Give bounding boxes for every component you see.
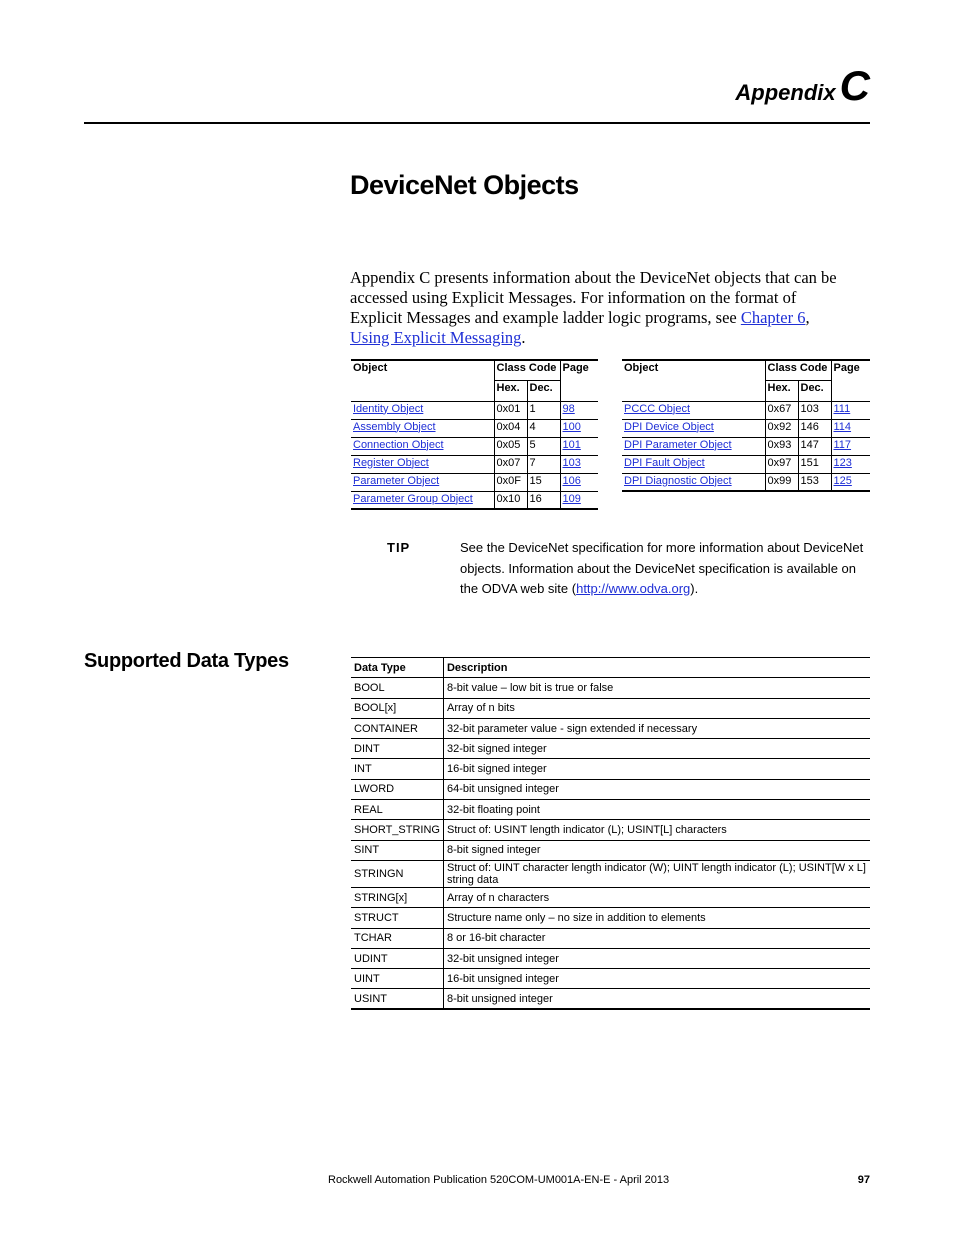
data-type-cell: DINT: [351, 739, 443, 759]
object-row: [351, 401, 598, 419]
intro-separator: ,: [805, 308, 810, 327]
col-hex-header: Hex.: [494, 381, 527, 402]
object-page-link-cell: [560, 473, 598, 491]
object-page-link-cell: [831, 437, 870, 455]
data-type-row: [351, 860, 870, 887]
description-cell: 8 or 16-bit character: [443, 928, 870, 948]
data-type-row: [351, 800, 870, 820]
data-type-cell: LWORD: [351, 779, 443, 799]
object-link-cell: [622, 419, 765, 437]
data-type-row: [351, 739, 870, 759]
object-hex-cell: 0x93: [765, 437, 798, 455]
object-page-link[interactable]: 125: [833, 474, 852, 487]
object-row: [351, 419, 598, 437]
data-type-cell: USINT: [351, 989, 443, 1009]
object-link-cell: [351, 401, 494, 419]
intro-paragraph: [350, 268, 850, 348]
col-object-header: Object: [351, 360, 494, 401]
intro-text: Appendix C presents information about the DeviceNet objects that can be accessed using Explicit Messages. For information on the format of Explicit Messages and example ladder logic programs, see: [350, 268, 837, 327]
object-dec-cell: 147: [798, 437, 831, 455]
col-dec-header: Dec.: [798, 381, 831, 402]
data-type-row: [351, 887, 870, 907]
description-cell: 8-bit signed integer: [443, 840, 870, 860]
object-row: [622, 455, 870, 473]
object-page-link[interactable]: 114: [833, 420, 852, 433]
object-page-link-cell: [560, 437, 598, 455]
intro-end: .: [521, 328, 526, 347]
data-type-cell: INT: [351, 759, 443, 779]
object-hex-cell: 0x05: [494, 437, 527, 455]
col-data-type-header: Data Type: [351, 658, 443, 678]
description-cell: Struct of: UINT character length indicator (W); UINT length indicator (L); USINT[W x L] string data: [443, 860, 870, 887]
col-dec-header: Dec.: [527, 381, 560, 402]
object-link-cell: [622, 455, 765, 473]
data-type-cell: CONTAINER: [351, 718, 443, 738]
object-row: [351, 455, 598, 473]
data-type-cell: STRINGN: [351, 860, 443, 887]
object-page-link[interactable]: 106: [562, 474, 581, 487]
object-link[interactable]: Connection Object: [353, 438, 444, 451]
object-row: [622, 437, 870, 455]
data-type-cell: SINT: [351, 840, 443, 860]
object-hex-cell: 0x04: [494, 419, 527, 437]
tip-label: TIP: [387, 540, 411, 555]
object-link-cell: [351, 419, 494, 437]
col-class-code-header: Class Code: [765, 360, 831, 381]
object-link-cell: [351, 491, 494, 509]
appendix-word: Appendix: [735, 80, 836, 105]
description-cell: Structure name only – no size in addition to elements: [443, 908, 870, 928]
object-hex-cell: 0x99: [765, 473, 798, 491]
data-type-row: [351, 718, 870, 738]
object-link-cell: [622, 437, 765, 455]
data-types-table: [351, 657, 870, 1010]
object-page-link-cell: [560, 401, 598, 419]
data-type-row: [351, 908, 870, 928]
object-dec-cell: 4: [527, 419, 560, 437]
data-type-row: [351, 820, 870, 840]
data-type-row: [351, 678, 870, 698]
object-page-link-cell: [831, 419, 870, 437]
data-type-row: [351, 840, 870, 860]
using-explicit-messaging-link[interactable]: Using Explicit Messaging: [350, 328, 522, 347]
object-page-link[interactable]: 117: [833, 438, 852, 451]
data-type-cell: BOOL: [351, 678, 443, 698]
data-type-row: [351, 759, 870, 779]
footer-publication: Rockwell Automation Publication 520COM-UM001A-EN-E - April 2013: [328, 1174, 670, 1186]
object-link[interactable]: Parameter Group Object: [353, 492, 473, 505]
data-type-cell: REAL: [351, 800, 443, 820]
description-cell: 32-bit unsigned integer: [443, 948, 870, 968]
data-type-cell: STRING[x]: [351, 887, 443, 907]
data-type-cell: TCHAR: [351, 928, 443, 948]
object-row: [622, 401, 870, 419]
col-class-code-header: Class Code: [494, 360, 560, 381]
object-link[interactable]: Register Object: [353, 456, 429, 469]
object-hex-cell: 0x01: [494, 401, 527, 419]
data-type-cell: BOOL[x]: [351, 698, 443, 718]
object-row: [351, 437, 598, 455]
tip-body: See the DeviceNet specification for more information about DeviceNet objects. Information about the DeviceNet specification is available on the ODVA web site (: [460, 540, 864, 596]
object-row: [351, 491, 598, 509]
description-cell: Array of n characters: [443, 887, 870, 907]
data-type-row: [351, 948, 870, 968]
object-dec-cell: 15: [527, 473, 560, 491]
data-type-row: [351, 989, 870, 1009]
object-dec-cell: 153: [798, 473, 831, 491]
col-page-header: Page: [560, 360, 598, 401]
object-hex-cell: 0x07: [494, 455, 527, 473]
section-title-supported-data-types: Supported Data Types: [84, 650, 289, 672]
header-rule: [84, 122, 870, 124]
object-page-link-cell: [831, 401, 870, 419]
object-page-link-cell: [831, 473, 870, 491]
description-cell: 32-bit signed integer: [443, 739, 870, 759]
object-link-cell: [622, 401, 765, 419]
description-cell: Array of n bits: [443, 698, 870, 718]
chapter-6-link[interactable]: Chapter 6: [740, 308, 806, 327]
data-type-cell: SHORT_STRING: [351, 820, 443, 840]
footer-page-number: 97: [857, 1174, 870, 1186]
object-row: [622, 473, 870, 491]
data-type-row: [351, 698, 870, 718]
data-type-cell: UINT: [351, 969, 443, 989]
data-type-cell: UDINT: [351, 948, 443, 968]
odva-link[interactable]: http://www.odva.org: [576, 581, 691, 596]
object-table-left: [351, 359, 598, 510]
object-hex-cell: 0x92: [765, 419, 798, 437]
object-page-link[interactable]: 98: [562, 402, 575, 415]
object-link-cell: [351, 473, 494, 491]
appendix-heading: [735, 62, 870, 110]
object-hex-cell: 0x67: [765, 401, 798, 419]
object-link[interactable]: Parameter Object: [353, 474, 440, 487]
description-cell: Struct of: USINT length indicator (L); USINT[L] characters: [443, 820, 870, 840]
description-cell: 32-bit floating point: [443, 800, 870, 820]
object-page-link[interactable]: 100: [562, 420, 581, 433]
object-dec-cell: 7: [527, 455, 560, 473]
object-link-cell: [351, 437, 494, 455]
col-hex-header: Hex.: [765, 381, 798, 402]
object-link[interactable]: PCCC Object: [624, 402, 691, 415]
object-page-link[interactable]: 101: [562, 438, 581, 451]
col-description-header: Description: [443, 658, 870, 678]
data-type-row: [351, 928, 870, 948]
object-link-cell: [622, 473, 765, 491]
object-hex-cell: 0x97: [765, 455, 798, 473]
tip-text: [460, 538, 872, 600]
object-page-link[interactable]: 109: [562, 492, 581, 505]
description-cell: 64-bit unsigned integer: [443, 779, 870, 799]
tip-end: ).: [690, 581, 699, 596]
data-type-cell: STRUCT: [351, 908, 443, 928]
object-page-link[interactable]: 111: [833, 402, 851, 415]
object-dec-cell: 16: [527, 491, 560, 509]
description-cell: 8-bit value – low bit is true or false: [443, 678, 870, 698]
object-page-link[interactable]: 103: [562, 456, 581, 469]
object-hex-cell: 0x0F: [494, 473, 527, 491]
object-link[interactable]: Assembly Object: [353, 420, 436, 433]
object-hex-cell: 0x10: [494, 491, 527, 509]
description-cell: 16-bit signed integer: [443, 759, 870, 779]
object-link[interactable]: DPI Diagnostic Object: [624, 474, 732, 487]
col-object-header: Object: [622, 360, 765, 401]
object-link[interactable]: DPI Parameter Object: [624, 438, 732, 451]
description-cell: 8-bit unsigned integer: [443, 989, 870, 1009]
object-link[interactable]: DPI Fault Object: [624, 456, 705, 469]
object-page-link-cell: [831, 455, 870, 473]
description-cell: 32-bit parameter value - sign extended if necessary: [443, 718, 870, 738]
object-dec-cell: 1: [527, 401, 560, 419]
object-page-link-cell: [560, 491, 598, 509]
data-type-row: [351, 779, 870, 799]
object-table-right: [622, 359, 870, 492]
page-title: DeviceNet Objects: [350, 170, 579, 200]
object-row: [351, 473, 598, 491]
object-dec-cell: 151: [798, 455, 831, 473]
object-dec-cell: 5: [527, 437, 560, 455]
object-dec-cell: 146: [798, 419, 831, 437]
appendix-letter: C: [839, 62, 870, 109]
object-link[interactable]: Identity Object: [353, 402, 424, 415]
object-page-link-cell: [560, 455, 598, 473]
object-link-cell: [351, 455, 494, 473]
description-cell: 16-bit unsigned integer: [443, 969, 870, 989]
col-page-header: Page: [831, 360, 870, 401]
object-dec-cell: 103: [798, 401, 831, 419]
object-row: [622, 419, 870, 437]
object-page-link-cell: [560, 419, 598, 437]
object-page-link[interactable]: 123: [833, 456, 852, 469]
data-type-row: [351, 969, 870, 989]
object-link[interactable]: DPI Device Object: [624, 420, 714, 433]
